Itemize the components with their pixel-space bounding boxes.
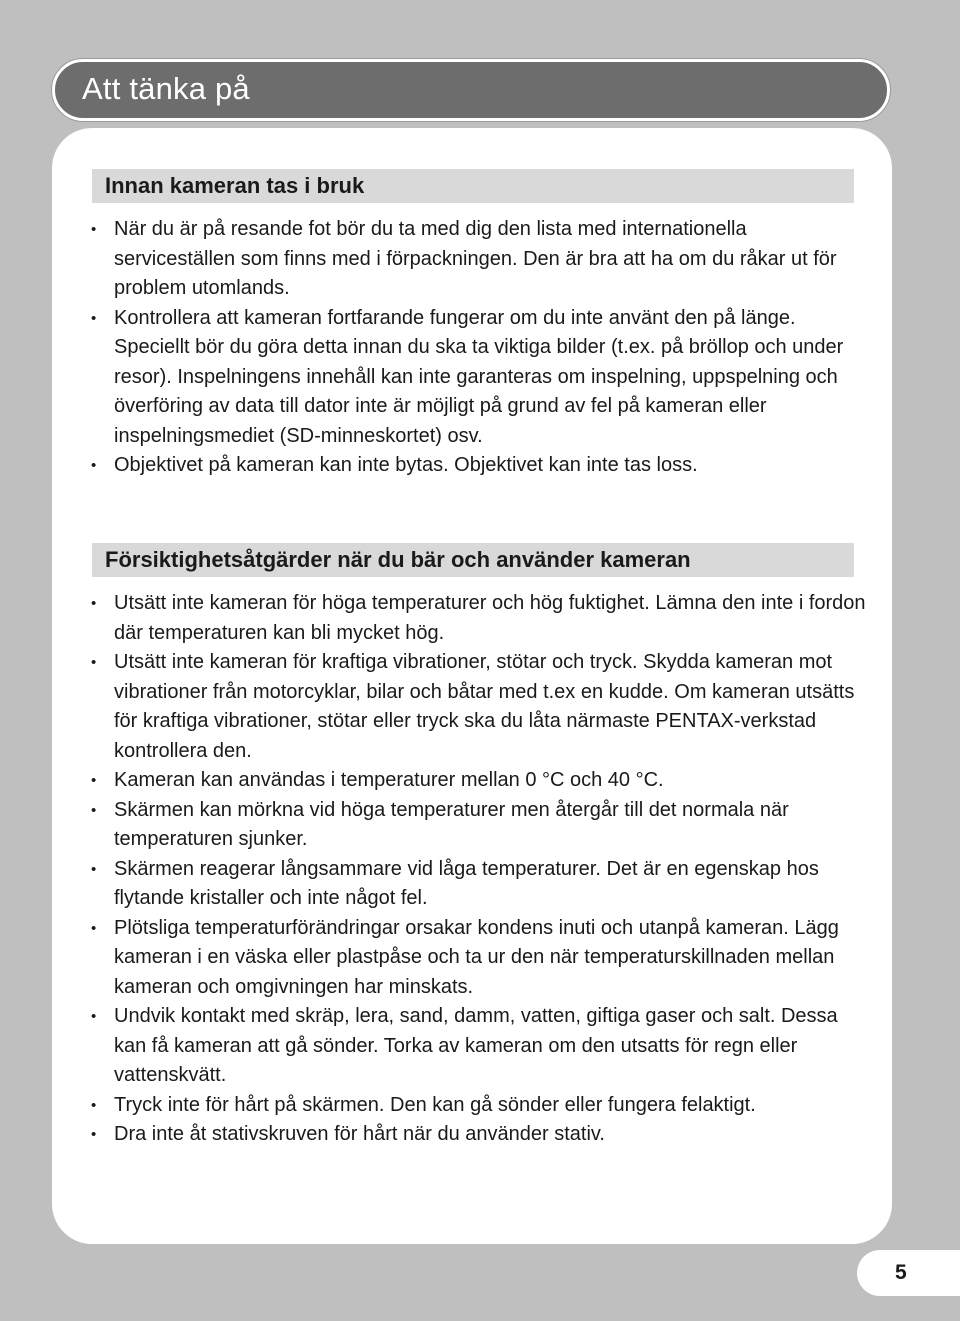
before-use-list	[82, 215, 872, 481]
bullet-icon: •	[91, 1008, 97, 1025]
bullet-icon: •	[91, 309, 97, 327]
list-item-text: Kameran kan användas i temperaturer mellan 0 °C och 40 °C.	[114, 769, 664, 791]
bullet-icon: •	[91, 595, 97, 612]
page-number: 5	[857, 1250, 960, 1296]
bullet-icon: •	[91, 1126, 97, 1143]
list-item-text: Dra inte åt stativskruven för hårt när du använder stativ.	[114, 1123, 605, 1145]
list-item	[82, 796, 872, 855]
bullet-icon: •	[91, 654, 97, 671]
list-item	[82, 215, 872, 304]
list-item-text: Utsätt inte kameran för kraftiga vibrationer, stötar och tryck. Skydda kameran mot vibrationer från motorcyklar, bilar och båtar med t.ex en kudde. Om kameran utsätts för kraftiga vibrationer, stötar eller tryck ska du låta närmaste PENTAX-verkstad kontrollera den.	[114, 651, 855, 762]
list-item	[82, 589, 872, 648]
list-item	[82, 648, 872, 766]
page-title-bar	[52, 59, 890, 121]
bullet-icon: •	[91, 772, 97, 789]
bullet-icon: •	[91, 801, 97, 819]
list-item-text: Objektivet på kameran kan inte bytas. Objektivet kan inte tas loss.	[114, 454, 698, 476]
list-item-text: Skärmen kan mörkna vid höga temperaturer men återgår till det normala när temperaturen sjunker.	[114, 798, 789, 850]
list-item	[82, 451, 872, 481]
page-title: Att tänka på	[82, 71, 250, 106]
bullet-icon: •	[91, 860, 97, 878]
list-item-text: Skärmen reagerar långsammare vid låga temperaturer. Det är en egenskap hos flytande kristaller och inte något fel.	[114, 857, 819, 909]
section-heading-before-use: Innan kameran tas i bruk	[92, 169, 854, 203]
list-item-text: Plötsliga temperaturförändringar orsakar kondens inuti och utanpå kameran. Lägg kameran i en väska eller plastpåse och ta ur den när temperaturskillnaden mellan kameran och omgivningen har minskats.	[114, 916, 839, 998]
bullet-icon: •	[91, 919, 97, 937]
precautions-list	[82, 589, 872, 1150]
list-item-text: Tryck inte för hårt på skärmen. Den kan gå sönder eller fungera felaktigt.	[114, 1093, 756, 1116]
section-heading-precautions: Försiktighetsåtgärder när du bär och använder kameran	[92, 543, 854, 577]
list-item-text: När du är på resande fot bör du ta med dig den lista med internationella serviceställen som finns med i förpackningen. Den är bra att ha om du råkar ut för problem utomlands.	[114, 218, 837, 299]
list-item	[82, 914, 872, 1003]
bullet-icon: •	[91, 1096, 97, 1114]
list-item-text: Undvik kontakt med skräp, lera, sand, damm, vatten, giftiga gaser och salt. Dessa kan få kameran att gå sönder. Torka av kameran om den utsatts för regn eller vattenskvätt.	[114, 1005, 838, 1086]
list-item	[82, 1120, 872, 1150]
content-panel	[52, 128, 892, 1244]
bullet-icon: •	[91, 457, 97, 474]
bullet-icon: •	[91, 221, 97, 238]
list-item-text: Kontrollera att kameran fortfarande fungerar om du inte använt den på länge. Speciellt bör du göra detta innan du ska ta viktiga bilder (t.ex. på bröllop och under resor). Inspelningens innehåll kan inte garanteras om inspelning, uppspelning och överföring av data till dator inte är möjligt på grund av fel på kameran eller inspelningsmediet (SD-minneskortet) osv.	[114, 306, 844, 447]
list-item	[82, 1002, 872, 1091]
list-item	[82, 766, 872, 796]
list-item	[82, 304, 872, 452]
list-item	[82, 1091, 872, 1121]
list-item-text: Utsätt inte kameran för höga temperaturer och hög fuktighet. Lämna den inte i fordon där temperaturen kan bli mycket hög.	[114, 592, 866, 644]
list-item	[82, 855, 872, 914]
